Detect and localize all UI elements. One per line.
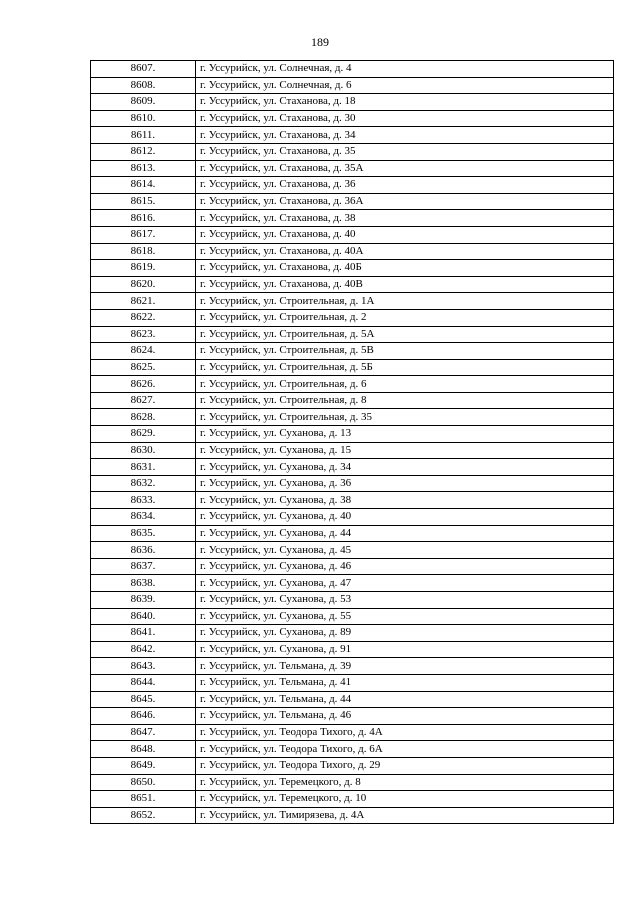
table-row bbox=[91, 658, 614, 675]
row-number-cell: 8640. bbox=[91, 608, 196, 625]
row-number-cell: 8632. bbox=[91, 475, 196, 492]
table-row bbox=[91, 442, 614, 459]
row-number-cell: 8610. bbox=[91, 110, 196, 127]
address-cell: г. Уссурийск, ул. Суханова, д. 45 bbox=[196, 542, 614, 559]
address-cell: г. Уссурийск, ул. Суханова, д. 89 bbox=[196, 625, 614, 642]
row-number-cell: 8652. bbox=[91, 807, 196, 824]
row-number-cell: 8647. bbox=[91, 724, 196, 741]
table-row bbox=[91, 276, 614, 293]
address-cell: г. Уссурийск, ул. Стаханова, д. 36 bbox=[196, 177, 614, 194]
row-number-cell: 8637. bbox=[91, 558, 196, 575]
table-row bbox=[91, 127, 614, 144]
table-row bbox=[91, 558, 614, 575]
row-number-cell: 8633. bbox=[91, 492, 196, 509]
address-cell: г. Уссурийск, ул. Суханова, д. 38 bbox=[196, 492, 614, 509]
table-row bbox=[91, 492, 614, 509]
table-row bbox=[91, 741, 614, 758]
table-row bbox=[91, 708, 614, 725]
table-row bbox=[91, 409, 614, 426]
row-number-cell: 8639. bbox=[91, 592, 196, 609]
address-cell: г. Уссурийск, ул. Суханова, д. 47 bbox=[196, 575, 614, 592]
address-cell: г. Уссурийск, ул. Стаханова, д. 38 bbox=[196, 210, 614, 227]
address-cell: г. Уссурийск, ул. Стаханова, д. 18 bbox=[196, 94, 614, 111]
address-cell: г. Уссурийск, ул. Суханова, д. 44 bbox=[196, 525, 614, 542]
row-number-cell: 8630. bbox=[91, 442, 196, 459]
address-cell: г. Уссурийск, ул. Суханова, д. 55 bbox=[196, 608, 614, 625]
row-number-cell: 8617. bbox=[91, 226, 196, 243]
row-number-cell: 8642. bbox=[91, 641, 196, 658]
table-row bbox=[91, 525, 614, 542]
row-number-cell: 8636. bbox=[91, 542, 196, 559]
address-cell: г. Уссурийск, ул. Суханова, д. 36 bbox=[196, 475, 614, 492]
row-number-cell: 8644. bbox=[91, 674, 196, 691]
address-cell: г. Уссурийск, ул. Строительная, д. 1А bbox=[196, 293, 614, 310]
table-row bbox=[91, 77, 614, 94]
address-cell: г. Уссурийск, ул. Тельмана, д. 44 bbox=[196, 691, 614, 708]
address-cell: г. Уссурийск, ул. Теремецкого, д. 8 bbox=[196, 774, 614, 791]
row-number-cell: 8648. bbox=[91, 741, 196, 758]
table-row bbox=[91, 94, 614, 111]
row-number-cell: 8631. bbox=[91, 459, 196, 476]
address-cell: г. Уссурийск, ул. Тельмана, д. 39 bbox=[196, 658, 614, 675]
address-cell: г. Уссурийск, ул. Теодора Тихого, д. 4А bbox=[196, 724, 614, 741]
address-cell: г. Уссурийск, ул. Строительная, д. 2 bbox=[196, 309, 614, 326]
row-number-cell: 8614. bbox=[91, 177, 196, 194]
table-row bbox=[91, 542, 614, 559]
address-cell: г. Уссурийск, ул. Строительная, д. 5А bbox=[196, 326, 614, 343]
address-table-body bbox=[91, 61, 614, 824]
table-row bbox=[91, 193, 614, 210]
address-cell: г. Уссурийск, ул. Стаханова, д. 40А bbox=[196, 243, 614, 260]
table-row bbox=[91, 210, 614, 227]
address-cell: г. Уссурийск, ул. Стаханова, д. 34 bbox=[196, 127, 614, 144]
row-number-cell: 8608. bbox=[91, 77, 196, 94]
row-number-cell: 8613. bbox=[91, 160, 196, 177]
table-row bbox=[91, 160, 614, 177]
table-row bbox=[91, 309, 614, 326]
address-cell: г. Уссурийск, ул. Теодора Тихого, д. 29 bbox=[196, 757, 614, 774]
row-number-cell: 8609. bbox=[91, 94, 196, 111]
table-row bbox=[91, 326, 614, 343]
table-row bbox=[91, 625, 614, 642]
table-row bbox=[91, 592, 614, 609]
row-number-cell: 8641. bbox=[91, 625, 196, 642]
address-cell: г. Уссурийск, ул. Стаханова, д. 30 bbox=[196, 110, 614, 127]
table-row bbox=[91, 61, 614, 78]
table-row bbox=[91, 691, 614, 708]
row-number-cell: 8625. bbox=[91, 359, 196, 376]
table-row bbox=[91, 641, 614, 658]
table-row bbox=[91, 807, 614, 824]
address-cell: г. Уссурийск, ул. Суханова, д. 46 bbox=[196, 558, 614, 575]
table-row bbox=[91, 143, 614, 160]
address-cell: г. Уссурийск, ул. Стаханова, д. 35 bbox=[196, 143, 614, 160]
row-number-cell: 8612. bbox=[91, 143, 196, 160]
row-number-cell: 8622. bbox=[91, 309, 196, 326]
row-number-cell: 8623. bbox=[91, 326, 196, 343]
row-number-cell: 8615. bbox=[91, 193, 196, 210]
table-row bbox=[91, 226, 614, 243]
table-row bbox=[91, 426, 614, 443]
address-cell: г. Уссурийск, ул. Суханова, д. 53 bbox=[196, 592, 614, 609]
table-row bbox=[91, 575, 614, 592]
table-row bbox=[91, 757, 614, 774]
row-number-cell: 8628. bbox=[91, 409, 196, 426]
address-cell: г. Уссурийск, ул. Стаханова, д. 35А bbox=[196, 160, 614, 177]
address-cell: г. Уссурийск, ул. Суханова, д. 15 bbox=[196, 442, 614, 459]
table-row bbox=[91, 608, 614, 625]
row-number-cell: 8629. bbox=[91, 426, 196, 443]
address-cell: г. Уссурийск, ул. Стаханова, д. 40Б bbox=[196, 260, 614, 277]
address-table bbox=[90, 60, 614, 824]
row-number-cell: 8627. bbox=[91, 392, 196, 409]
table-row bbox=[91, 674, 614, 691]
table-row bbox=[91, 260, 614, 277]
address-cell: г. Уссурийск, ул. Строительная, д. 8 bbox=[196, 392, 614, 409]
table-row bbox=[91, 376, 614, 393]
address-cell: г. Уссурийск, ул. Суханова, д. 13 bbox=[196, 426, 614, 443]
address-cell: г. Уссурийск, ул. Строительная, д. 5Б bbox=[196, 359, 614, 376]
row-number-cell: 8624. bbox=[91, 343, 196, 360]
page-number: 189 bbox=[311, 35, 329, 49]
table-row bbox=[91, 392, 614, 409]
address-cell: г. Уссурийск, ул. Строительная, д. 6 bbox=[196, 376, 614, 393]
row-number-cell: 8651. bbox=[91, 791, 196, 808]
row-number-cell: 8626. bbox=[91, 376, 196, 393]
row-number-cell: 8619. bbox=[91, 260, 196, 277]
address-cell: г. Уссурийск, ул. Тельмана, д. 46 bbox=[196, 708, 614, 725]
table-row bbox=[91, 724, 614, 741]
row-number-cell: 8635. bbox=[91, 525, 196, 542]
address-cell: г. Уссурийск, ул. Стаханова, д. 40В bbox=[196, 276, 614, 293]
address-cell: г. Уссурийск, ул. Суханова, д. 34 bbox=[196, 459, 614, 476]
table-row bbox=[91, 774, 614, 791]
row-number-cell: 8650. bbox=[91, 774, 196, 791]
row-number-cell: 8616. bbox=[91, 210, 196, 227]
address-cell: г. Уссурийск, ул. Теремецкого, д. 10 bbox=[196, 791, 614, 808]
row-number-cell: 8634. bbox=[91, 509, 196, 526]
table-row bbox=[91, 343, 614, 360]
address-cell: г. Уссурийск, ул. Суханова, д. 91 bbox=[196, 641, 614, 658]
table-row bbox=[91, 509, 614, 526]
address-cell: г. Уссурийск, ул. Стаханова, д. 40 bbox=[196, 226, 614, 243]
address-cell: г. Уссурийск, ул. Строительная, д. 35 bbox=[196, 409, 614, 426]
address-cell: г. Уссурийск, ул. Строительная, д. 5В bbox=[196, 343, 614, 360]
row-number-cell: 8646. bbox=[91, 708, 196, 725]
table-row bbox=[91, 475, 614, 492]
row-number-cell: 8618. bbox=[91, 243, 196, 260]
row-number-cell: 8607. bbox=[91, 61, 196, 78]
table-row bbox=[91, 177, 614, 194]
table-row bbox=[91, 359, 614, 376]
row-number-cell: 8645. bbox=[91, 691, 196, 708]
address-cell: г. Уссурийск, ул. Тимирязева, д. 4А bbox=[196, 807, 614, 824]
row-number-cell: 8649. bbox=[91, 757, 196, 774]
table-row bbox=[91, 243, 614, 260]
address-cell: г. Уссурийск, ул. Суханова, д. 40 bbox=[196, 509, 614, 526]
address-cell: г. Уссурийск, ул. Теодора Тихого, д. 6А bbox=[196, 741, 614, 758]
table-row bbox=[91, 110, 614, 127]
row-number-cell: 8620. bbox=[91, 276, 196, 293]
table-row bbox=[91, 293, 614, 310]
row-number-cell: 8638. bbox=[91, 575, 196, 592]
address-cell: г. Уссурийск, ул. Солнечная, д. 4 bbox=[196, 61, 614, 78]
address-cell: г. Уссурийск, ул. Стаханова, д. 36А bbox=[196, 193, 614, 210]
row-number-cell: 8621. bbox=[91, 293, 196, 310]
row-number-cell: 8611. bbox=[91, 127, 196, 144]
table-row bbox=[91, 459, 614, 476]
row-number-cell: 8643. bbox=[91, 658, 196, 675]
table-row bbox=[91, 791, 614, 808]
address-cell: г. Уссурийск, ул. Солнечная, д. 6 bbox=[196, 77, 614, 94]
address-cell: г. Уссурийск, ул. Тельмана, д. 41 bbox=[196, 674, 614, 691]
